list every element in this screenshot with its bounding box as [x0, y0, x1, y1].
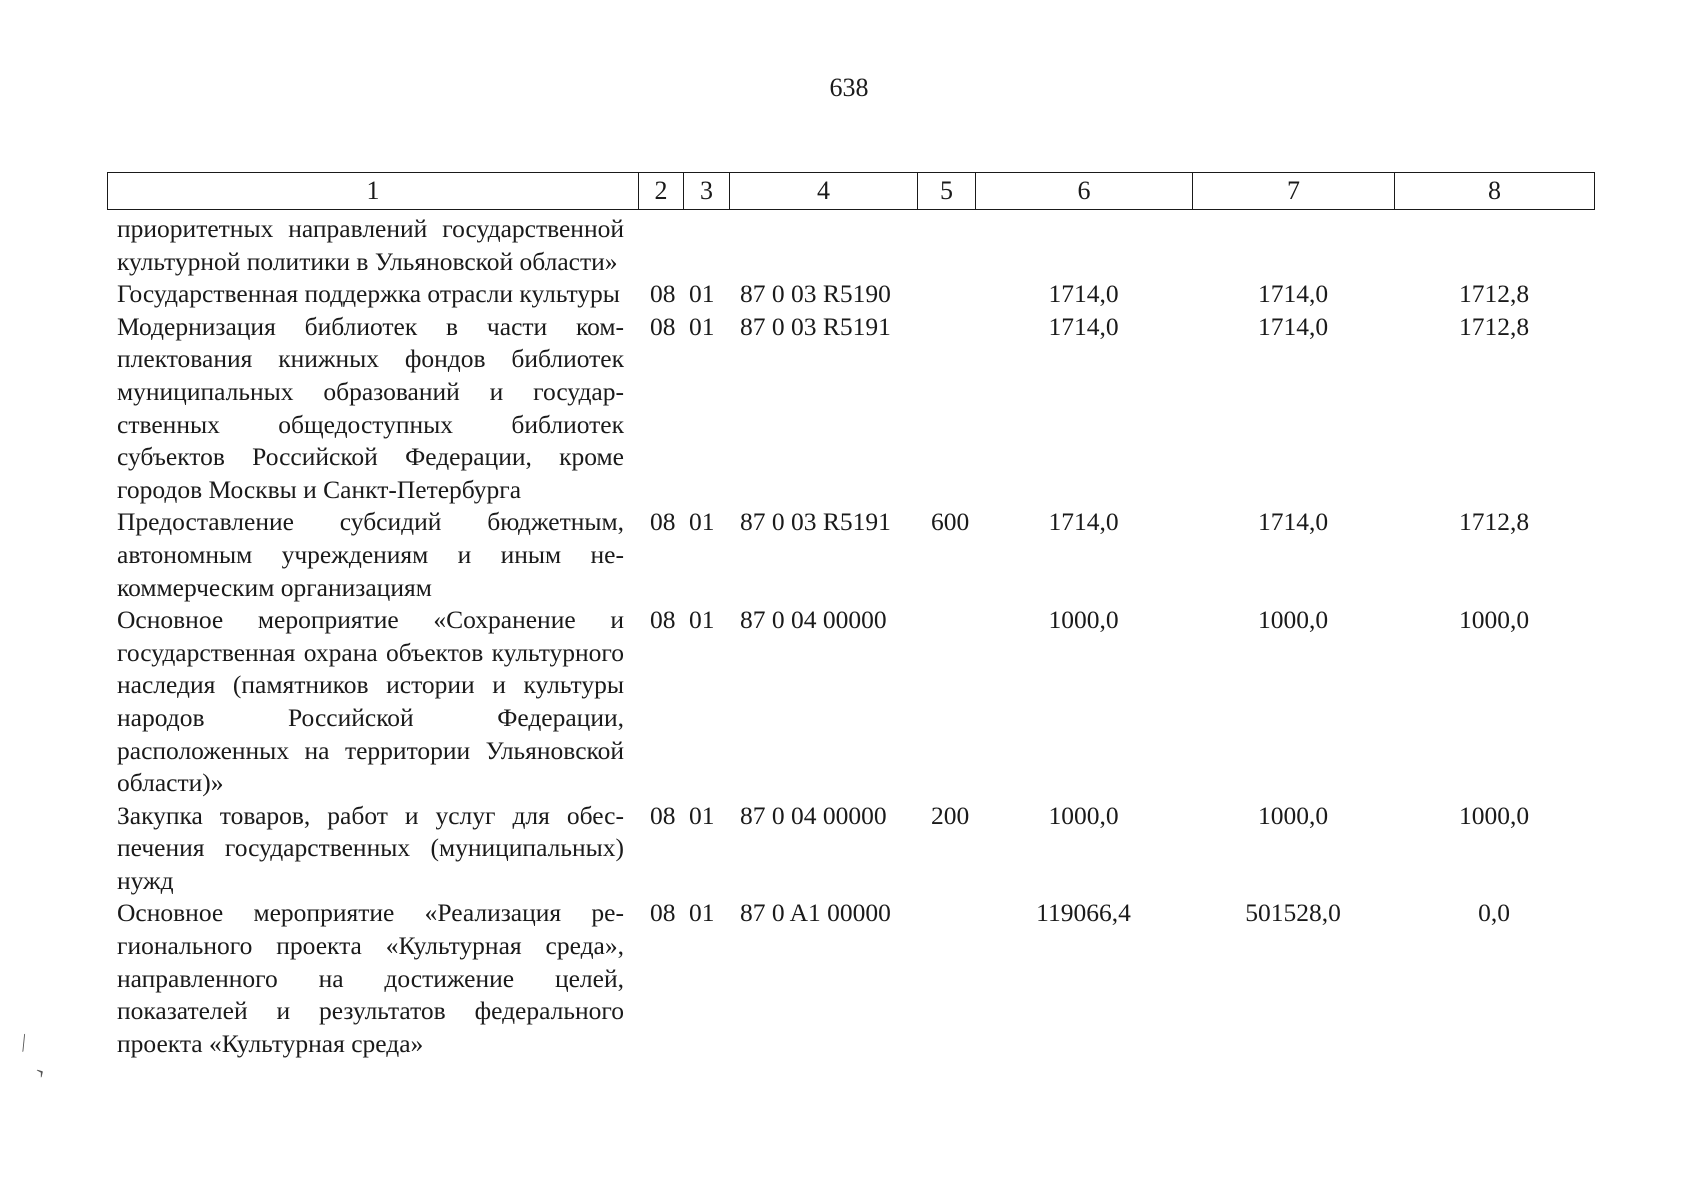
row-description: Закупка товаров, работ и услуг для обеспечения государственных (муниципальных) нужд: [117, 800, 624, 895]
cell-c5: [917, 897, 975, 1060]
table-row: [107, 213, 1594, 278]
cell-c8: 0,0: [1478, 898, 1510, 928]
margin-pencil-mark: ›: [29, 1057, 49, 1084]
cell-c8: 1712,8: [1458, 311, 1530, 341]
cell-c3: 01: [689, 311, 715, 341]
table-row: [107, 278, 1594, 311]
cell-c3: [683, 213, 729, 278]
cell-c8: 1712,8: [1458, 507, 1530, 537]
cell-c6: 1714,0: [1048, 311, 1119, 341]
cell-c8: 1712,8: [1458, 279, 1530, 309]
column-header-1: 1: [108, 173, 639, 210]
row-description: Предоставление субсидий бюджетным, автономным учреждениям и иным некоммерческим организациям: [117, 507, 624, 602]
cell-c5: [917, 311, 975, 507]
cell-c5: 200: [931, 800, 970, 830]
cell-c7: 1000,0: [1257, 800, 1329, 830]
cell-c6: 1000,0: [1048, 800, 1119, 830]
cell-c3: 01: [689, 898, 715, 928]
row-description: Модернизация библиотек в части комплектования книжных фондов библиотек муниципальных образований и государственных общедоступных библиотек субъектов Российской Федерации, кроме городов Москвы и Санкт-Петербурга: [117, 311, 624, 504]
cell-c3: 01: [689, 800, 715, 830]
table-row: [107, 604, 1594, 800]
cell-c7: 1714,0: [1257, 311, 1329, 341]
cell-c4: 87 0 03 R5191: [740, 507, 891, 537]
cell-c2: 08: [650, 507, 676, 537]
cell-c6: 1714,0: [1048, 279, 1119, 309]
row-description: приоритетных направлений государственной культурной политики в Ульяновской области»: [117, 214, 624, 276]
cell-c5: [917, 213, 975, 278]
cell-c4: 87 0 04 00000: [740, 800, 887, 830]
cell-c6: [975, 213, 1192, 278]
cell-c8: [1394, 213, 1594, 278]
cell-c6: 1714,0: [1048, 507, 1119, 537]
cell-c7: 1714,0: [1257, 507, 1329, 537]
cell-c7: 1714,0: [1257, 279, 1329, 309]
row-description: Государственная поддержка отрасли культуры: [117, 279, 620, 309]
cell-c8: 1000,0: [1458, 800, 1530, 830]
column-header-row: [108, 173, 1595, 210]
table-row: [107, 311, 1594, 507]
cell-c3: 01: [689, 279, 715, 309]
column-header-5: 5: [918, 173, 976, 210]
table-row: [107, 506, 1594, 604]
column-header-4: 4: [730, 173, 918, 210]
cell-c5: 600: [931, 507, 970, 537]
cell-c2: 08: [650, 279, 676, 309]
page-number: 638: [829, 73, 869, 102]
column-header-7: 7: [1193, 173, 1395, 210]
cell-c2: 08: [650, 898, 676, 928]
cell-c5: [917, 278, 975, 311]
cell-c8: 1000,0: [1458, 605, 1530, 635]
cell-c7: 501528,0: [1245, 898, 1341, 928]
cell-c3: 01: [689, 605, 715, 635]
cell-c6: 119066,4: [1036, 898, 1131, 928]
cell-c4: 87 0 A1 00000: [740, 898, 891, 928]
cell-c4: 87 0 03 R5190: [740, 279, 891, 309]
cell-c2: 08: [650, 311, 676, 341]
column-header-table: [107, 172, 1595, 210]
column-header-2: 2: [639, 173, 684, 210]
budget-table-body: [107, 213, 1594, 1060]
cell-c2: 08: [650, 605, 676, 635]
cell-c3: 01: [689, 507, 715, 537]
table-row: [107, 800, 1594, 898]
column-header-6: 6: [976, 173, 1193, 210]
cell-c7: [1192, 213, 1394, 278]
cell-c2: [638, 213, 683, 278]
cell-c7: 1000,0: [1257, 605, 1329, 635]
table-row: [107, 897, 1594, 1060]
cell-c4: 87 0 03 R5191: [740, 311, 891, 341]
column-header-3: 3: [684, 173, 730, 210]
cell-c2: 08: [650, 800, 676, 830]
cell-c4: [729, 213, 917, 278]
row-description: Основное мероприятие «Сохранение и государственная охрана объектов культурного наследия (памятников истории и культуры народов Российской Федерации, расположенных на территории Ульяновской области)»: [117, 605, 624, 798]
cell-c5: [917, 604, 975, 800]
column-header-8: 8: [1395, 173, 1595, 210]
cell-c4: 87 0 04 00000: [740, 605, 887, 635]
cell-c6: 1000,0: [1048, 605, 1119, 635]
row-description: Основное мероприятие «Реализация регионального проекта «Культурная среда», направленного на достижение целей, показателей и результатов федерального проекта «Культурная среда»: [117, 898, 624, 1058]
margin-pencil-mark: ⁄: [15, 1030, 32, 1055]
